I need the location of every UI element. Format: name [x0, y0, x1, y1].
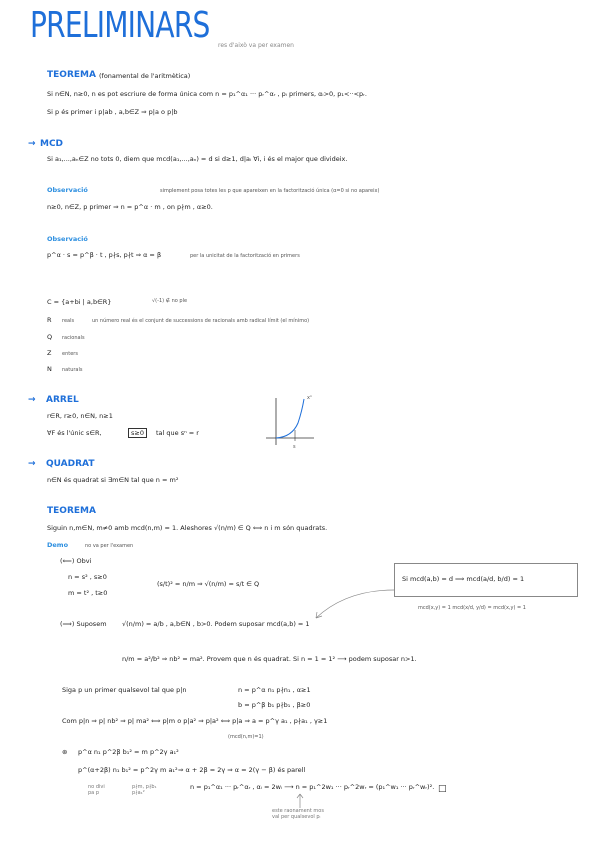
integers-symbol: Z: [47, 349, 52, 357]
proof-com-line: Com p|n ⇒ p| nb² ⇒ p| ma² ⟺ p|m o p|a² ⇒ p|a² ⟺ p|a ⇒ a = p^γ a₁ , p∤a₁ , γ≥1: [62, 717, 328, 725]
proof-n-factorization: n = p^α n₁ p∤n₁ , α≥1: [238, 686, 311, 694]
proof-com-note: (mcd(n,m)=1): [228, 734, 264, 740]
proof-star-line2: p^(α+2β) n₁ b₁² = p^2γ m a₁²: [78, 766, 178, 774]
observacio-heading-2: Observació: [47, 235, 88, 243]
reals-note: un número real és el conjunt de successions de racionals amb radical límit (el mínimo): [92, 318, 310, 324]
teorema2-line: Siguin n,m∈N, m≠0 amb mcd(n,m) = 1. Aleshores √(n/m) ∈ Q ⟺ n i m són quadrats.: [47, 524, 328, 532]
arrel-line2-pre: ∀F és l'únic s∈R,: [47, 429, 102, 437]
observacio-note-2: per la unicitat de la factorització en primers: [190, 253, 300, 259]
observacio-heading-1: Observació: [47, 186, 88, 194]
observacio-note-1: simplement posa totes les p que apareixen en la factorització única (α=0 si no apareix): [160, 188, 380, 194]
teorema2-heading: TEOREMA: [47, 506, 96, 516]
demo-heading: Demo: [47, 541, 69, 549]
arrel-line2-post: tal que sⁿ = r: [156, 429, 199, 437]
complex-set-line: C = {a+bi | a,b∈R}: [47, 298, 112, 306]
arrel-boxed-condition: s≥0: [128, 428, 147, 438]
callout-connector: [296, 588, 396, 628]
graph-s-label: s: [293, 444, 296, 450]
proof-star-icon: ⊛: [62, 748, 68, 756]
proof-qed-icon: □: [438, 784, 447, 794]
arrel-line1: r∈R, r≥0, n∈N, n≥1: [47, 412, 113, 420]
arrel-heading: ARREL: [46, 395, 79, 405]
proof-m-square: m = t² , t≥0: [68, 589, 108, 597]
complex-set-note: √(-1) ∉ no ple: [152, 298, 188, 304]
mcd-callout-note: mcd(x,y) = 1 mcd(x/d, y/d) = mcd(x,y) = 1: [418, 605, 526, 611]
proof-star-line1: p^α n₁ p^2β b₁² = m p^2γ a₁²: [78, 748, 179, 756]
observacio-line-1: n≥0, n∈Z, p primer ⇒ n = p^α · m , on p∤m , α≥0.: [47, 203, 213, 211]
graph-curve: [276, 399, 304, 438]
bottom-note-arrow: [290, 792, 310, 812]
proof-suposem: √(n/m) = a/b , a,b∈N , b>0. Podem suposar mcd(a,b) = 1: [122, 620, 310, 628]
proof-note-nodiv: no divi pa p: [88, 784, 105, 796]
page-title: PRELIMINARS: [30, 5, 210, 46]
proof-left-direction: (⟸) Obvi: [60, 557, 92, 565]
teorema-line1: Si n∈N, n≥0, n es pot escriure de forma única com n = p₁^α₁ ··· pᵣ^αᵣ , pᵢ primers, αᵢ>0, p₁<··<pᵣ.: [47, 90, 367, 98]
demo-note: no va per l'examen: [85, 543, 134, 549]
mcd-callout-text: Si mcd(a,b) = d ⟹ mcd(a/d, b/d) = 1: [402, 575, 525, 583]
title-note: res d'això va per examen: [218, 42, 294, 49]
proof-b-factorization: b = p^β b₁ p∤b₁ , β≥0: [238, 701, 311, 709]
quadrat-heading: QUADRAT: [46, 459, 95, 469]
teorema-heading: TEOREMA: [47, 70, 96, 80]
teorema-line2: Si p és primer i p|ab , a,b∈Z ⇒ p|a o p|b: [47, 108, 178, 116]
proof-equation-line: n/m = a²/b² ⇒ nb² = ma². Provem que n és quadrat. Si n = 1 = 1² ⟶ podem suposar n>1.: [122, 655, 417, 663]
proof-n-square: n = s² , s≥0: [68, 573, 107, 581]
rationals-symbol: Q: [47, 333, 53, 341]
teorema-subtitle: (fonamental de l'aritmètica): [99, 72, 191, 80]
naturals-label: naturals: [62, 367, 83, 373]
proof-siga: Siga p un primer qualsevol tal que p|n: [62, 686, 187, 694]
reals-label: reals: [62, 318, 75, 324]
quadrat-line: n∈N és quadrat si ∃m∈N tal que n = m²: [47, 476, 179, 484]
proof-conclusion2: n = p₁^α₁ ··· pᵣ^αᵣ , αᵢ = 2wᵢ ⟶ n = p₁^2w₁ ··· pᵣ^2wᵣ = (p₁^w₁ ··· pᵣ^wᵣ)².: [190, 783, 435, 791]
proof-obvi-calc: (s/t)² = n/m ⇒ √(n/m) = s/t ∈ Q: [157, 580, 260, 588]
power-function-graph: [262, 393, 322, 453]
naturals-symbol: N: [47, 365, 52, 373]
graph-curve-label: xⁿ: [307, 395, 312, 401]
proof-note-bottom: este raonament mos val per qualsevol pᵢ: [272, 808, 324, 820]
proof-conclusion1: ⇒ α + 2β = 2γ ⇒ α = 2(γ − β) és parell: [178, 766, 306, 774]
proof-note-pdiv: p∤m, p∤b₁ p∤a₁²: [132, 784, 157, 796]
observacio-line-2: p^α · s = p^β · t , p∤s, p∤t ⇒ α = β: [47, 251, 162, 259]
integers-label: enters: [62, 351, 78, 357]
quadrat-arrow-icon: →: [28, 459, 36, 469]
mcd-line: Si a₁,...,aₙ∈Z no tots 0, diem que mcd(a₁,...,aₙ) = d si d≥1, d|aᵢ ∀i, i és el major que divideix.: [47, 155, 348, 163]
reals-symbol: R: [47, 316, 52, 324]
rationals-label: racionals: [62, 335, 85, 341]
mcd-heading: MCD: [40, 139, 64, 149]
proof-right-direction: (⟹) Suposem: [60, 620, 107, 628]
arrel-arrow-icon: →: [28, 395, 36, 405]
mcd-arrow-icon: →: [28, 139, 36, 149]
